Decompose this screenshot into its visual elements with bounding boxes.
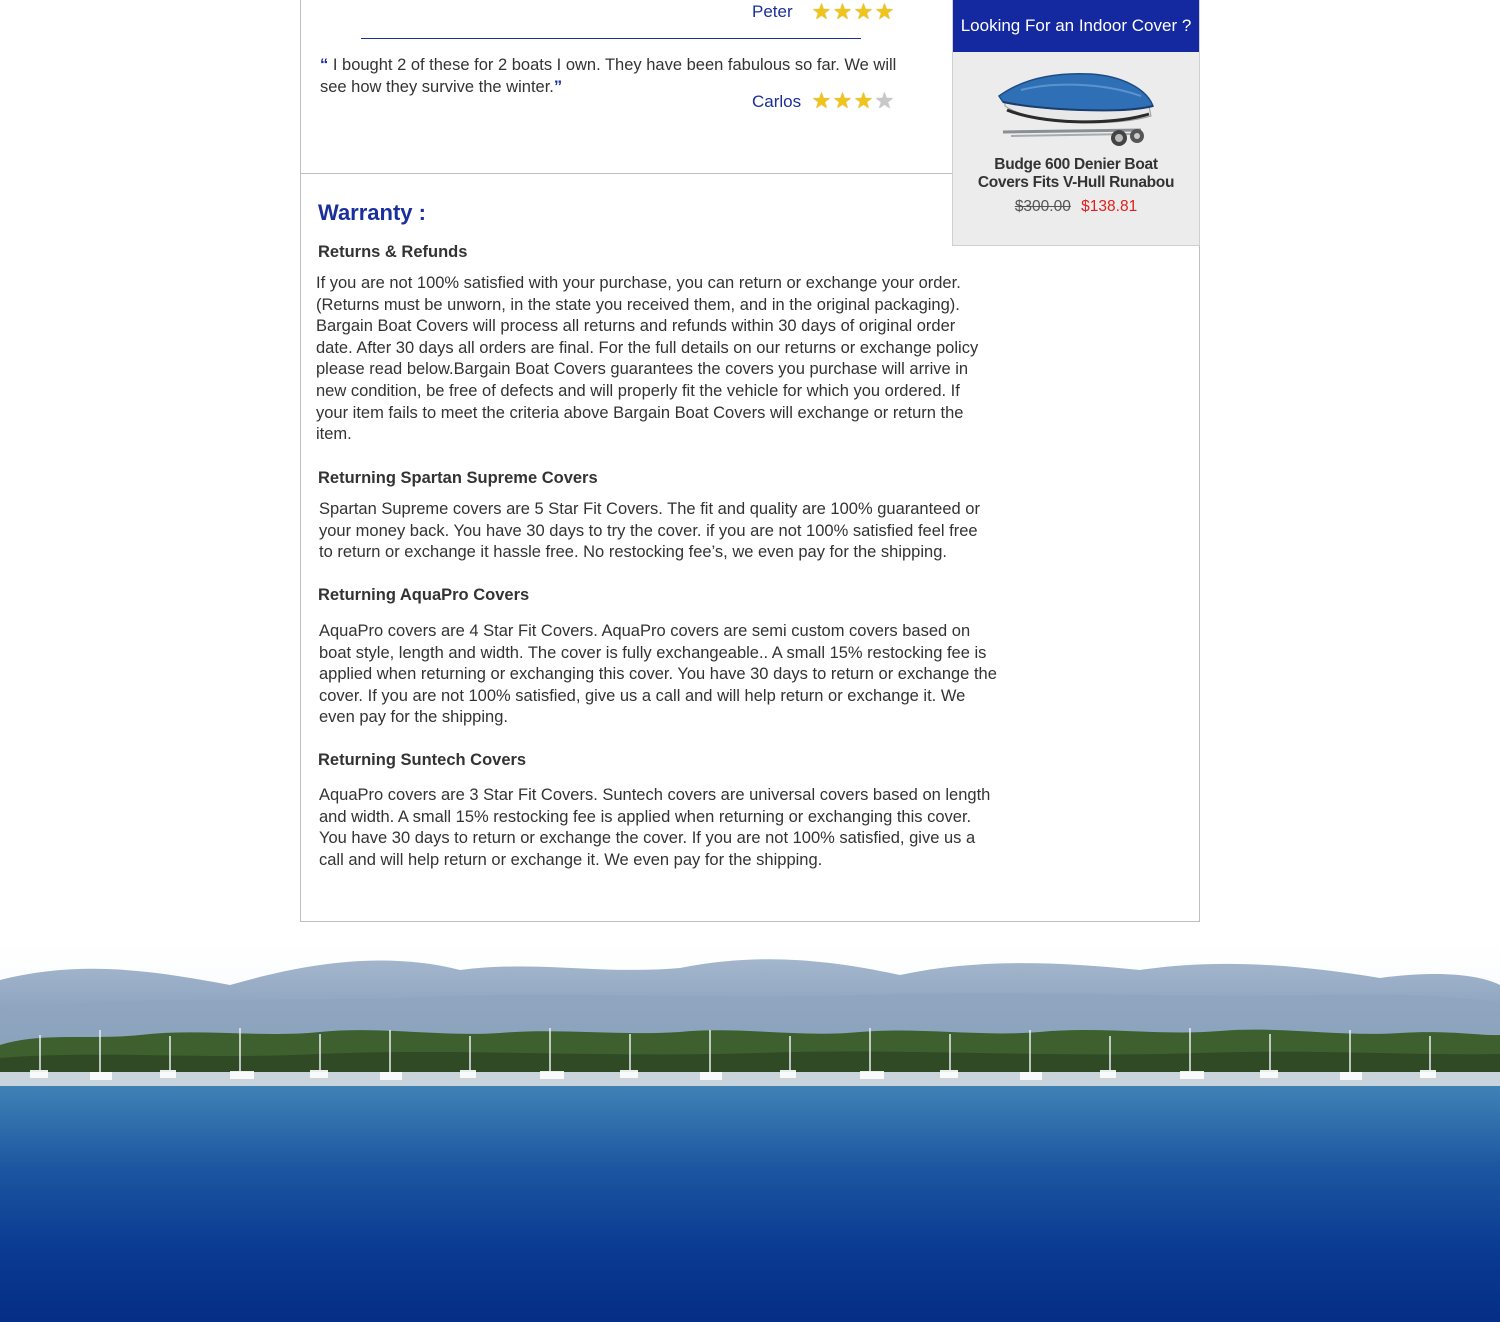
star-full-icon: ★ [874,0,895,24]
returns-text: If you are not 100% satisfied with your purchase, you can return or exchange your order. (Returns must be unworn, in the state you received them, and in the original packaging). Bargain Boat Covers will process all returns and refunds within 30 days of original order date. After 30 days all orders are final. For the full details on our returns or exchange policy please read below.Bargain Boat Covers guarantees the covers you purchase will arrive in new condition, be free of defects and will properly fit the vehicle for which you ordered. If your item fails to meet the criteria above Bargain Boat Covers will exchange or return the item. [316,274,979,444]
reviewer-name-peter: Peter [752,2,793,21]
returns-heading: Returns & Refunds [318,243,468,261]
sale-price: $138.81 [1081,198,1138,215]
review-divider [361,38,861,39]
star-full-icon: ★ [832,0,853,24]
star-full-icon: ★ [811,0,832,24]
star-full-icon: ★ [853,0,874,24]
star-full-icon: ★ [853,88,874,113]
star-empty-icon: ★ [874,88,895,113]
review-text: I bought 2 of these for 2 boats I own. They have been fabulous so far. We will see how they survive the winter. [320,56,897,96]
marina-landscape-banner [0,940,1500,1322]
promo-header[interactable]: Looking For an Indoor Cover ? [953,0,1199,52]
star-full-icon: ★ [832,88,853,113]
rating-stars [811,90,895,112]
close-quote-mark: ” [553,78,563,96]
old-price: $300.00 [1014,198,1071,215]
aquapro-heading: Returning AquaPro Covers [318,586,530,604]
product-name-link[interactable]: Budge 600 Denier Boat Covers Fits V-Hull Runabou [977,156,1175,191]
boat-cover-image[interactable] [991,66,1161,148]
spartan-heading: Returning Spartan Supreme Covers [318,469,598,487]
section-divider [301,173,953,174]
price-row [953,198,1199,216]
spartan-text: Spartan Supreme covers are 5 Star Fit Covers. The fit and quality are 100% guaranteed or your money back. You have 30 days to try the cover. if you are not 100% satisfied feel free to return or exchange it hassle free. No restocking fee’s, we even pay for the shipping. [319,500,980,562]
reviewer-name-carlos: Carlos [752,92,802,111]
open-quote-mark: “ [320,56,329,74]
aquapro-text: AquaPro covers are 4 Star Fit Covers. AquaPro covers are semi custom covers based on boat style, length and width. The cover is fully exchangeable.. A small 15% restocking fee is applied when returning or exchanging this cover. You have 30 days to return or exchange the cover. If you are not 100% satisfied, give us a call and will help return or exchange it. We even pay for the shipping. [319,622,997,727]
star-full-icon: ★ [811,88,832,113]
rating-stars [811,1,895,23]
warranty-title: Warranty : [318,200,426,225]
suntech-text: AquaPro covers are 3 Star Fit Covers. Suntech covers are universal covers based on length and width. A small 15% restocking fee is applied when returning or exchanging this cover. You have 30 days to return or exchange the cover. If you are not 100% satisfied, give us a call and will help return or exchange it. We even pay for the shipping. [319,786,991,869]
suntech-heading: Returning Suntech Covers [318,751,527,769]
indoor-cover-promo[interactable] [952,0,1200,246]
